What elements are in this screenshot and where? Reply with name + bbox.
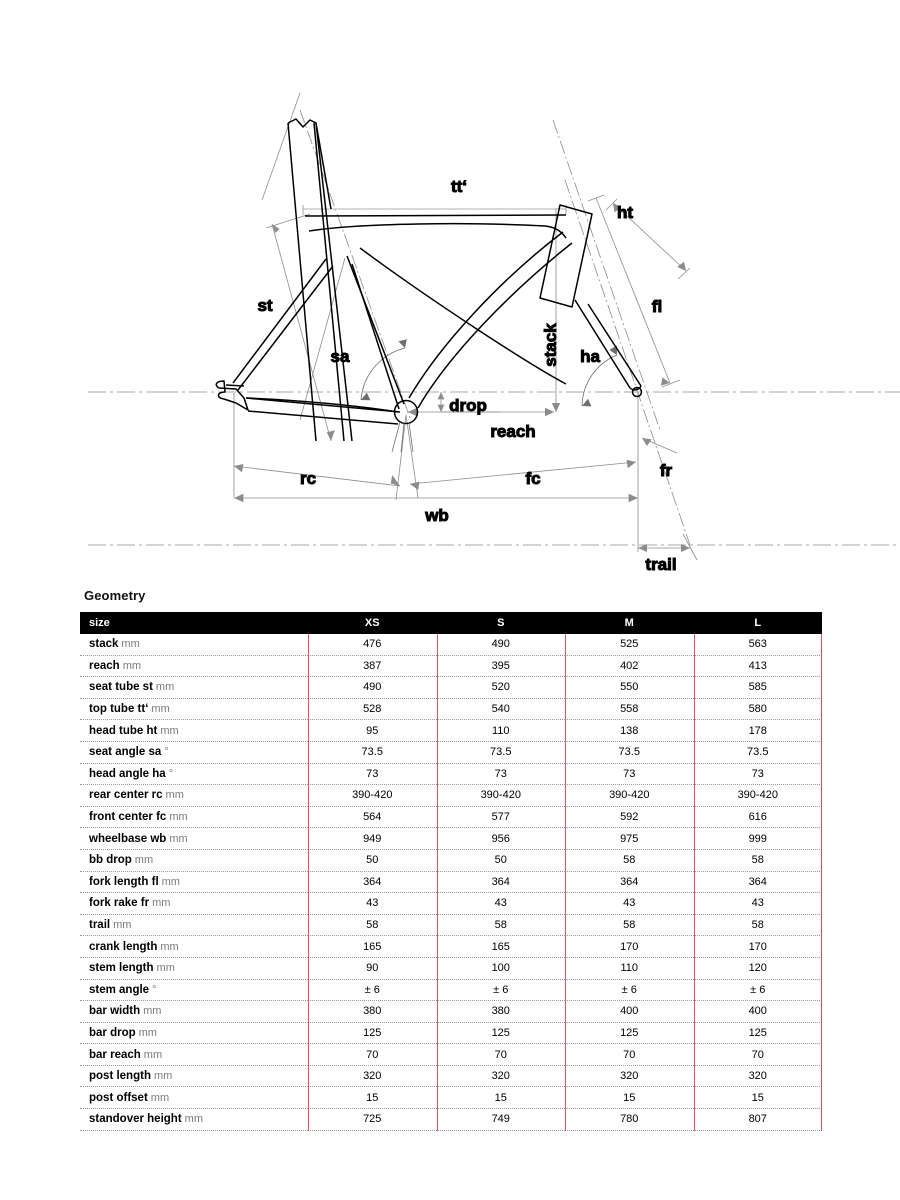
row-value: 476	[308, 634, 437, 655]
row-label-unit: mm	[134, 854, 154, 867]
row-value: 138	[565, 720, 694, 742]
table-row	[80, 634, 822, 655]
row-value: 380	[308, 1001, 437, 1023]
table-row	[80, 936, 822, 958]
row-label-name: bar width	[89, 1005, 141, 1018]
table-row	[80, 871, 822, 893]
diagram-label-st: st	[257, 296, 273, 315]
row-value: ± 6	[565, 979, 694, 1001]
row-value: 165	[437, 936, 566, 958]
row-label-unit: mm	[160, 724, 179, 737]
row-label-unit: mm	[143, 1005, 162, 1018]
row-label-unit: mm	[138, 1026, 157, 1039]
row-value: 50	[437, 849, 566, 871]
row-value: 70	[565, 1044, 694, 1066]
row-value: 43	[437, 893, 566, 915]
row-label	[80, 957, 308, 979]
geometry-section	[80, 588, 822, 1131]
row-value: ± 6	[308, 979, 437, 1001]
geometry-table	[80, 612, 822, 1131]
row-label	[80, 634, 308, 655]
row-value: 550	[565, 677, 694, 699]
header-row	[80, 612, 822, 634]
table-row	[80, 1109, 822, 1131]
row-label	[80, 849, 308, 871]
table-row	[80, 1044, 822, 1066]
row-label-name: top tube tt‘	[89, 703, 149, 716]
row-value: 170	[694, 936, 823, 958]
row-label-name: bb drop	[89, 854, 132, 867]
row-label-unit: mm	[122, 659, 142, 672]
row-value: 73.5	[437, 741, 566, 763]
diagram-label-wb: wb	[425, 506, 449, 525]
row-value: 577	[437, 806, 566, 828]
row-label-unit: mm	[161, 875, 180, 888]
row-value: 413	[694, 655, 823, 677]
row-label-unit: mm	[156, 962, 175, 975]
row-value: 395	[437, 655, 566, 677]
row-value: 949	[308, 828, 437, 850]
row-label	[80, 763, 308, 785]
row-label-name: wheelbase wb	[89, 832, 167, 845]
table-row	[80, 914, 822, 936]
table-row	[80, 1065, 822, 1087]
row-value: 320	[437, 1065, 566, 1087]
row-value: 15	[437, 1087, 566, 1109]
row-label	[80, 655, 308, 677]
row-label-unit: °	[152, 983, 157, 996]
table-row	[80, 979, 822, 1001]
row-label	[80, 698, 308, 720]
diagram-label-fl: fl	[651, 297, 663, 316]
table-right-edge	[821, 634, 822, 1131]
row-value: 70	[437, 1044, 566, 1066]
row-value: 73.5	[308, 741, 437, 763]
diagram-label-trail: trail	[645, 555, 677, 574]
row-label	[80, 979, 308, 1001]
row-label-unit: mm	[152, 897, 171, 910]
table-row	[80, 849, 822, 871]
row-value: 390-420	[694, 785, 823, 807]
diagram-label-ht: ht	[616, 203, 634, 222]
row-label-name: trail	[89, 919, 111, 932]
row-value: 320	[565, 1065, 694, 1087]
row-label-unit: mm	[151, 703, 170, 716]
row-label	[80, 1109, 308, 1131]
row-value: 125	[308, 1022, 437, 1044]
row-label	[80, 1044, 308, 1066]
row-label-unit: mm	[169, 832, 188, 845]
header-cell-m: M	[565, 612, 694, 634]
table-row	[80, 828, 822, 850]
row-label	[80, 828, 308, 850]
row-value: 170	[565, 936, 694, 958]
diagram-label-fr: fr	[659, 461, 673, 480]
row-value: 592	[565, 806, 694, 828]
row-label-name: fork rake fr	[89, 897, 150, 910]
geometry-title: Geometry	[84, 588, 146, 603]
row-label-unit: mm	[143, 1048, 163, 1061]
row-value: 73	[565, 763, 694, 785]
row-label-unit: mm	[165, 789, 184, 802]
table-row	[80, 763, 822, 785]
row-value: 73	[308, 763, 437, 785]
row-label-name: stack	[89, 638, 119, 651]
row-value: 73.5	[694, 741, 823, 763]
row-label	[80, 893, 308, 915]
table-row	[80, 1087, 822, 1109]
row-value: 43	[308, 893, 437, 915]
row-value: 58	[565, 849, 694, 871]
row-value: 528	[308, 698, 437, 720]
table-row	[80, 741, 822, 763]
row-label	[80, 871, 308, 893]
row-label-name: seat tube st	[89, 681, 153, 694]
row-value: 320	[694, 1065, 823, 1087]
table-row	[80, 677, 822, 699]
table-row	[80, 785, 822, 807]
row-label	[80, 677, 308, 699]
row-label-unit: mm	[184, 1113, 203, 1126]
row-label	[80, 1022, 308, 1044]
row-label-name: front center fc	[89, 811, 167, 824]
row-value: 100	[437, 957, 566, 979]
row-value: 402	[565, 655, 694, 677]
diagram-label-ha: ha	[580, 347, 600, 366]
row-label	[80, 1087, 308, 1109]
row-value: 125	[565, 1022, 694, 1044]
row-value: 58	[694, 849, 823, 871]
row-label-unit: mm	[153, 1070, 173, 1083]
diagram-label-drop: drop	[449, 396, 487, 415]
table-row	[80, 957, 822, 979]
row-label-name: bar drop	[89, 1026, 136, 1039]
row-label-name: rear center rc	[89, 789, 163, 802]
diagram-label-tt: tt‘	[450, 177, 468, 196]
row-label	[80, 1001, 308, 1023]
row-value: 70	[308, 1044, 437, 1066]
table-row	[80, 806, 822, 828]
diagram-label-rc: rc	[299, 469, 317, 488]
row-value: 390-420	[565, 785, 694, 807]
row-label-name: reach	[89, 659, 120, 672]
diagram-label-sa: sa	[330, 347, 350, 366]
row-value: 390-420	[437, 785, 566, 807]
row-label-name: head tube ht	[89, 724, 158, 737]
row-value: 70	[694, 1044, 823, 1066]
column-divider-1	[308, 634, 309, 1131]
row-value: 165	[308, 936, 437, 958]
row-value: 364	[437, 871, 566, 893]
table-row	[80, 655, 822, 677]
column-divider-3	[565, 634, 566, 1131]
row-value: 490	[308, 677, 437, 699]
row-value: 58	[565, 914, 694, 936]
row-value: 490	[437, 634, 566, 655]
header-cell-l: L	[694, 612, 823, 634]
row-value: 540	[437, 698, 566, 720]
row-label-name: fork length fl	[89, 875, 159, 888]
row-value: 15	[308, 1087, 437, 1109]
row-label	[80, 785, 308, 807]
header-cell-s: S	[437, 612, 566, 634]
row-value: 525	[565, 634, 694, 655]
table-row	[80, 1001, 822, 1023]
row-value: 58	[437, 914, 566, 936]
row-label-unit: mm	[150, 1091, 170, 1104]
row-value: 125	[437, 1022, 566, 1044]
column-divider-2	[437, 634, 438, 1131]
row-value: 616	[694, 806, 823, 828]
column-divider-4	[694, 634, 695, 1131]
header-cell-size: size	[80, 612, 308, 634]
table-body	[80, 634, 822, 1130]
row-label-name: crank length	[89, 940, 158, 953]
row-value: 125	[694, 1022, 823, 1044]
diagram-label-fc: fc	[525, 469, 541, 488]
row-value: 400	[565, 1001, 694, 1023]
row-value: 585	[694, 677, 823, 699]
row-label-unit: °	[164, 746, 169, 759]
row-value: 120	[694, 957, 823, 979]
row-value: 95	[308, 720, 437, 742]
row-label	[80, 741, 308, 763]
row-value: 50	[308, 849, 437, 871]
row-value: 520	[437, 677, 566, 699]
row-label	[80, 914, 308, 936]
row-value: 725	[308, 1109, 437, 1131]
row-label-name: post offset	[89, 1091, 148, 1104]
row-label-name: seat angle sa	[89, 746, 162, 759]
row-value: 58	[694, 914, 823, 936]
row-label	[80, 936, 308, 958]
row-value: ± 6	[437, 979, 566, 1001]
row-value: 320	[308, 1065, 437, 1087]
row-value: 387	[308, 655, 437, 677]
row-label-unit: mm	[160, 940, 179, 953]
diagram-label-reach: reach	[490, 422, 536, 441]
row-value: 807	[694, 1109, 823, 1131]
row-label-name: stem length	[89, 962, 154, 975]
row-value: 780	[565, 1109, 694, 1131]
row-value: 73	[694, 763, 823, 785]
diagram-label-stack: stack	[541, 323, 560, 367]
row-value: 380	[437, 1001, 566, 1023]
row-value: 364	[694, 871, 823, 893]
row-value: 90	[308, 957, 437, 979]
table-row	[80, 1022, 822, 1044]
row-value: 563	[694, 634, 823, 655]
row-label-unit: mm	[155, 681, 175, 694]
table-row	[80, 893, 822, 915]
row-value: 15	[565, 1087, 694, 1109]
row-label-name: post length	[89, 1070, 151, 1083]
row-label	[80, 1065, 308, 1087]
row-value: 58	[308, 914, 437, 936]
row-label-name: head angle ha	[89, 767, 166, 780]
row-value: 178	[694, 720, 823, 742]
row-value: 749	[437, 1109, 566, 1131]
table-header	[80, 612, 822, 634]
row-value: 558	[565, 698, 694, 720]
row-value: 564	[308, 806, 437, 828]
row-label-name: stem angle	[89, 983, 150, 996]
row-value: 390-420	[308, 785, 437, 807]
row-label-unit: mm	[169, 811, 188, 824]
row-label	[80, 720, 308, 742]
table-row	[80, 698, 822, 720]
row-value: 110	[565, 957, 694, 979]
row-label-unit: °	[168, 767, 174, 780]
row-label-name: standover height	[89, 1113, 182, 1126]
geometry-table-area	[80, 612, 822, 1131]
row-value: 15	[694, 1087, 823, 1109]
row-label-unit: mm	[113, 919, 132, 932]
row-value: ± 6	[694, 979, 823, 1001]
row-label-unit: mm	[121, 638, 140, 651]
row-value: 73	[437, 763, 566, 785]
row-label	[80, 806, 308, 828]
row-value: 999	[694, 828, 823, 850]
row-value: 43	[694, 893, 823, 915]
row-value: 975	[565, 828, 694, 850]
frame-geometry-diagram	[0, 0, 900, 580]
row-value: 364	[308, 871, 437, 893]
row-value: 43	[565, 893, 694, 915]
row-value: 73.5	[565, 741, 694, 763]
row-value: 110	[437, 720, 566, 742]
table-row	[80, 720, 822, 742]
row-value: 956	[437, 828, 566, 850]
row-label-name: bar reach	[89, 1048, 141, 1061]
row-value: 364	[565, 871, 694, 893]
header-cell-xs: XS	[308, 612, 437, 634]
row-value: 580	[694, 698, 823, 720]
row-value: 400	[694, 1001, 823, 1023]
